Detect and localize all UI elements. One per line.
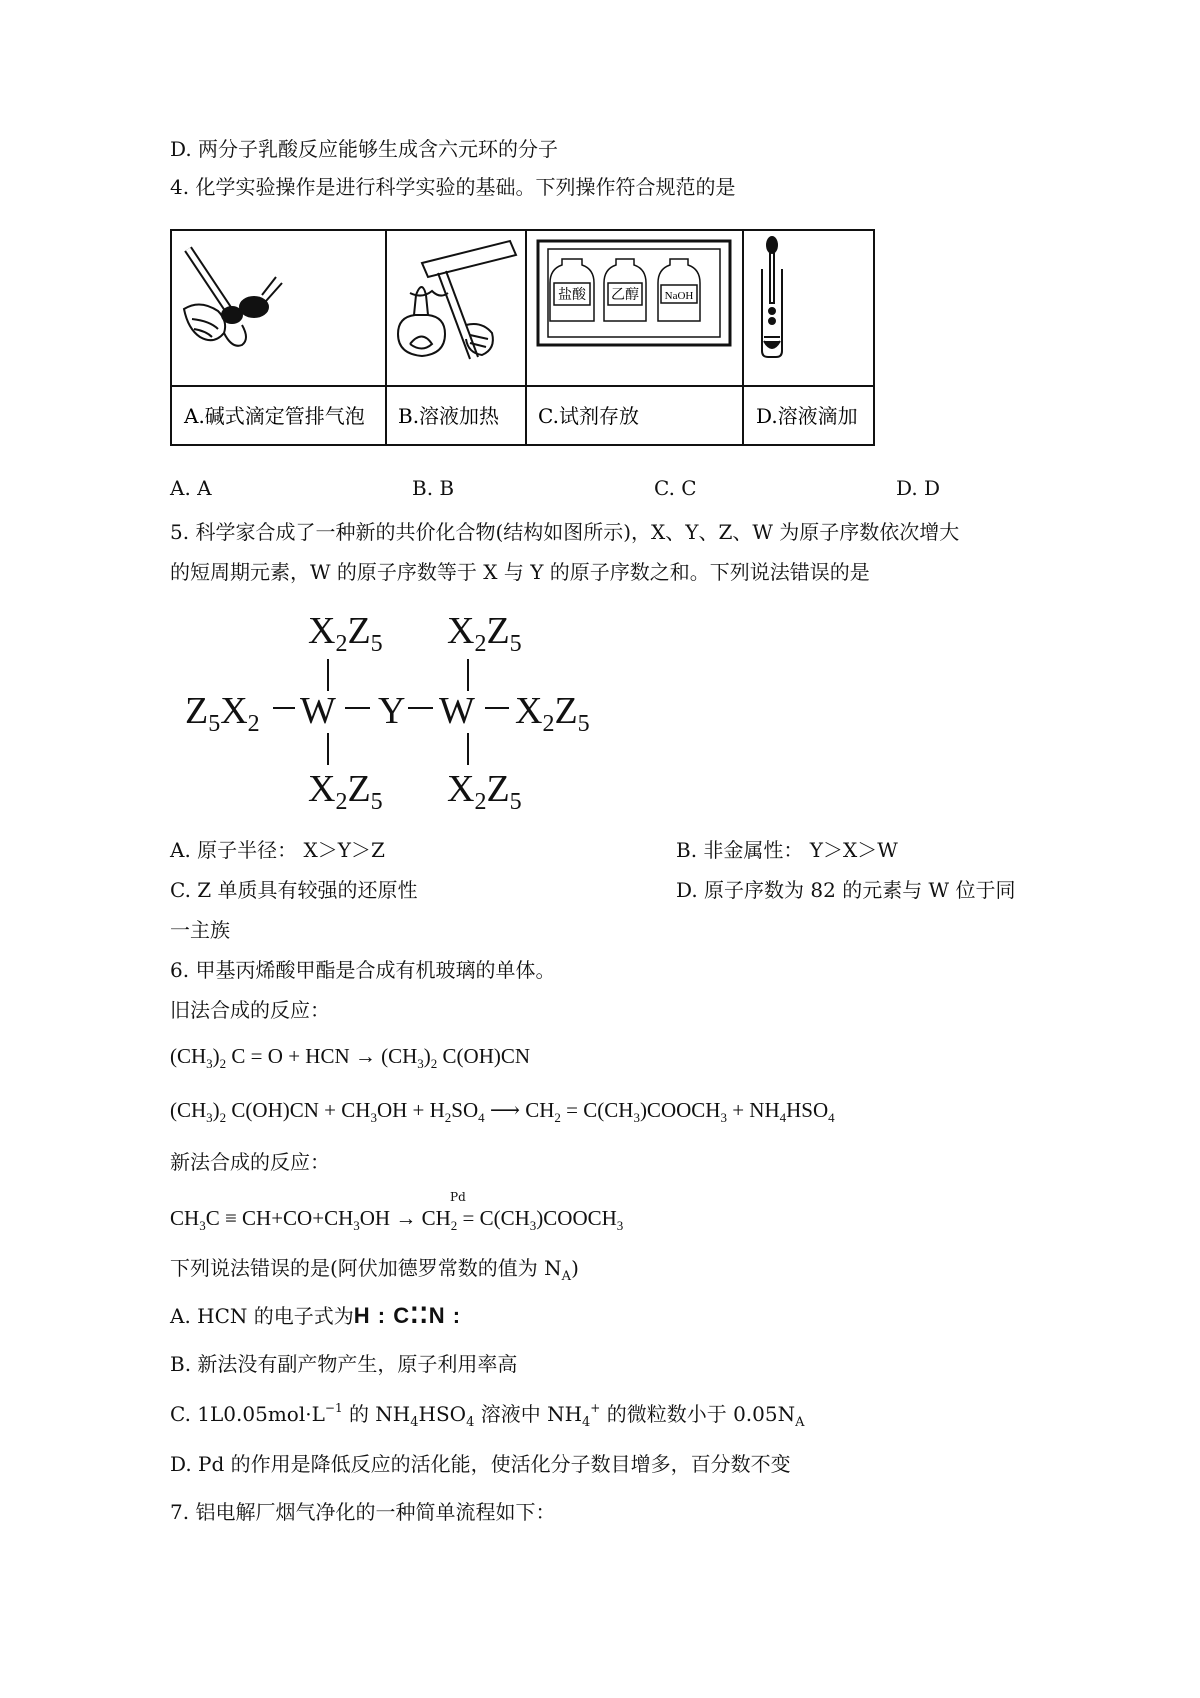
q4-option-d: D. D <box>896 476 941 500</box>
bottle-label-naoh: NaOH <box>664 290 694 302</box>
q7-stem: 7. 铝电解厂烟气净化的一种简单流程如下： <box>170 1500 556 1524</box>
svg-text:Z5X2: $Z_5X_2$ <box>185 690 260 737</box>
svg-text:W: W <box>300 690 336 732</box>
q4-caption-d: D.溶液滴加 <box>756 404 858 428</box>
dropper-illustration <box>762 237 782 357</box>
q5-option-a: A. 原子半径： X＞Y＞Z <box>170 838 385 862</box>
q6-catalyst-label: Pd <box>450 1190 466 1204</box>
q5-structure-figure <box>185 605 655 815</box>
q3-option-d: D. 两分子乳酸反应能够生成含六元环的分子 <box>170 137 559 161</box>
burette-hand-illustration <box>184 249 282 346</box>
q6-new-method-label: 新法合成的反应： <box>170 1150 330 1174</box>
bottle-label-hcl: 盐酸 <box>558 287 586 303</box>
q5-option-b: B. 非金属性： Y＞X＞W <box>676 838 898 862</box>
reagent-cabinet-illustration <box>538 241 730 345</box>
q5-option-d-line1: D. 原子序数为 82 的元素与 W 位于同 <box>676 878 1016 902</box>
svg-text:X2Z5: $X_2Z_5$ <box>308 768 383 815</box>
bottle-label-ethanol: 乙醇 <box>611 287 639 303</box>
q6-option-b: B. 新法没有副产物产生，原子利用率高 <box>170 1352 518 1376</box>
svg-text:Y: Y <box>378 690 406 732</box>
q6-new-equation: $CH_3C \equiv CH+CO+CH_3OH \to CH_2$ = $C(CH_3)COOCH_3$ <box>170 1206 624 1233</box>
q6-old-equation-1: $(CH_3)_2$ C = O + HCN → $(CH_3)_2$ C(OH)CN <box>170 1044 531 1071</box>
q4-figure-table <box>170 229 875 446</box>
q5-option-d-line2: 一主族 <box>170 918 230 942</box>
q4-option-c: C. C <box>654 476 697 500</box>
q5-stem-line2: 的短周期元素，W 的原子序数等于 X 与 Y 的原子序数之和。下列说法错误的是 <box>170 560 870 584</box>
svg-text:X2Z5: $X_2Z_5$ <box>447 610 522 657</box>
q6-question: 下列说法错误的是(阿伏加德罗常数的值为 $N_A$) <box>170 1256 579 1284</box>
q4-stem: 4. 化学实验操作是进行科学实验的基础。下列操作符合规范的是 <box>170 175 736 199</box>
q5-stem-line1: 5. 科学家合成了一种新的共价化合物(结构如图所示)，X、Y、Z、W 为原子序数依次增大 <box>170 520 960 544</box>
q6-option-d: D. Pd 的作用是降低反应的活化能，使活化分子数目增多，百分数不变 <box>170 1452 791 1476</box>
svg-text:X2Z5: $X_2Z_5$ <box>515 690 590 737</box>
q6-stem: 6. 甲基丙烯酸甲酯是合成有机玻璃的单体。 <box>170 958 556 982</box>
q4-option-a: A. A <box>170 476 212 500</box>
q6-option-c: C. $1L0.05mol\cdot L^{-1}$ 的 $NH_4HSO_4$ 溶液中 $NH_4^+$ 的微粒数小于 $0.05N_A$ <box>170 1401 805 1430</box>
hcn-lewis-structure: H : C⁚⁚N : <box>353 1303 462 1328</box>
q5-option-c: C. Z 单质具有较强的还原性 <box>170 878 418 902</box>
q4-caption-c: C.试剂存放 <box>538 404 639 428</box>
q6-old-equation-2: $(CH_3)_2$ $C(OH)CN + CH_3OH + H_2SO_4$ ⟶ $CH_2$ = $C(CH_3)COOCH_3 + NH_4HSO_4$ <box>170 1098 835 1125</box>
q4-option-b: B. B <box>412 476 455 500</box>
q6-old-method-label: 旧法合成的反应： <box>170 998 330 1022</box>
svg-text:X2Z5: $X_2Z_5$ <box>308 610 383 657</box>
q6-option-a: A. HCN 的电子式为H : C⁚⁚N : <box>170 1303 462 1328</box>
q4-caption-a: A.碱式滴定管排气泡 <box>184 404 365 428</box>
heating-tube-illustration <box>398 241 516 359</box>
q4-caption-b: B.溶液加热 <box>398 404 500 428</box>
svg-text:W: W <box>439 690 475 732</box>
svg-text:X2Z5: $X_2Z_5$ <box>447 768 522 815</box>
